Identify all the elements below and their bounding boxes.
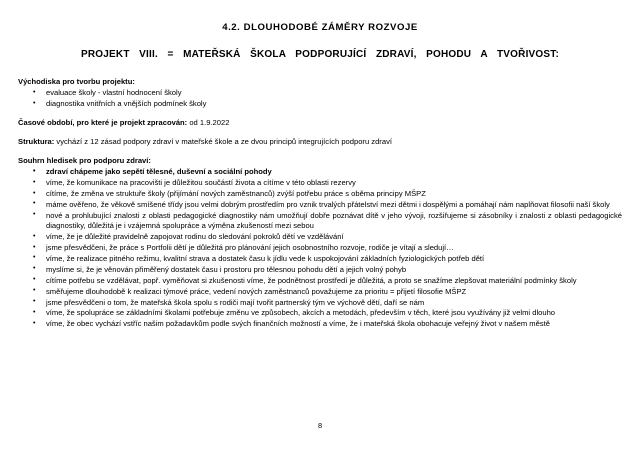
souhrn-list xyxy=(18,167,622,330)
vychodiska-list xyxy=(18,88,622,110)
page-subtitle: PROJEKT VIII. = MATEŘSKÁ ŠKOLA PODPORUJÍCÍ ZDRAVÍ, POHODU A TVOŘIVOST: xyxy=(81,49,559,60)
list-item: • víme, že obec vychází vstříc našim požadavkům podle svých finančních možností a víme, že i mateřská škola obohacuje veřejný život v našem městě xyxy=(18,319,622,329)
list-item: • myslíme si, že je věnován přiměřený dostatek času i prostoru pro tělesnou pohodu dětí a jejich volný pohyb xyxy=(18,265,622,275)
list-item: • zdraví chápeme jako sepětí tělesné, duševní a sociální pohody xyxy=(18,167,622,177)
document-body xyxy=(18,0,622,330)
list-item: • směřujeme dlouhodobě k realizaci týmové práce, vedení nových zaměstnanců považujeme za prioritu = přijetí filosofie MŠPZ xyxy=(18,287,622,297)
list-item: • víme, že je důležité pravidelně zapojovat rodinu do sledování pokroků dětí ve vzdělávání xyxy=(18,232,622,242)
list-item: • diagnostika vnitřních a vnějších podmínek školy xyxy=(18,99,622,110)
casove-obdobi-value: od 1.9.2022 xyxy=(187,118,230,128)
list-item: • nové a prohlubující znalosti z oblasti pedagogické diagnostiky nám umožňují dobře poznávat dítě v jeho vývoji, rozšiřujeme si zásobníky i znalosti z oblasti pedagogické diagnostiky, důležitá je i vzájemná spolupráce a výměna zkušeností mezi sebou xyxy=(18,211,622,232)
paragraph-struktura xyxy=(18,136,622,147)
list-item: • víme, že realizace pitného režimu, kvalitní strava a dostatek času k jídlu vede k uspokojování základních fyziologických potřeb dětí xyxy=(18,254,622,264)
page-number: 8 xyxy=(317,421,323,430)
list-item: • jsme přesvědčeni, že práce s Portfolii dětí je důležitá pro plánování jejich osobnostního rozvoje, rodiče je vítají a sledují… xyxy=(18,243,622,253)
list-item: • cítíme, že změna ve struktuře školy (přijímání nových zaměstnanců) zvýší potřebu práce s oběma principy MŠPZ xyxy=(18,189,622,199)
spacer xyxy=(18,110,622,117)
section-heading-souhrn: Souhrn hledisek pro podporu zdraví: xyxy=(18,156,151,166)
list-item: • máme ověřeno, že věkově smíšené třídy jsou velmi dobrým prostředím pro vznik trvalých přátelství mezi dětmi i dospělými a pomáhají nám naplňovat filosofii naší školy xyxy=(18,200,622,210)
list-item: • evaluace školy - vlastní hodnocení školy xyxy=(18,88,622,99)
paragraph-casove-obdobi xyxy=(18,117,622,128)
section-heading-vychodiska: Východiska pro tvorbu projektu: xyxy=(18,77,135,86)
list-item: • jsme přesvědčeni o tom, že mateřská škola spolu s rodiči mají tvořit partnerský tým ve výchově dětí, daří se nám xyxy=(18,298,622,308)
struktura-label: Struktura: xyxy=(18,137,55,147)
spacer xyxy=(18,129,622,136)
list-item: • cítíme potřebu se vzdělávat, popř. vyměňovat si zkušenosti víme, že podnětnost prostředí je důležitá, a proto se snažíme zlepšovat materiální podmínky školy xyxy=(18,276,622,286)
page-title: 4.2. DLOUHODOBÉ ZÁMĚRY ROZVOJE xyxy=(222,22,418,33)
casove-obdobi-label: Časové období, pro které je projekt zpracován: xyxy=(18,118,188,128)
struktura-value: vychází z 12 zásad podpory zdraví v mateřské škole a ze dvou principů integrujících podporu zdraví xyxy=(54,137,392,147)
list-item: • víme, že komunikace na pracovišti je důležitou součástí života a cítíme v této oblasti rezervy xyxy=(18,178,622,188)
list-item: • víme, že spolupráce se základními školami potřebuje změnu ve způsobech, akcích a metodách, především v těch, které jsou využívány již velmi dlouho xyxy=(18,308,622,318)
spacer xyxy=(18,148,622,155)
